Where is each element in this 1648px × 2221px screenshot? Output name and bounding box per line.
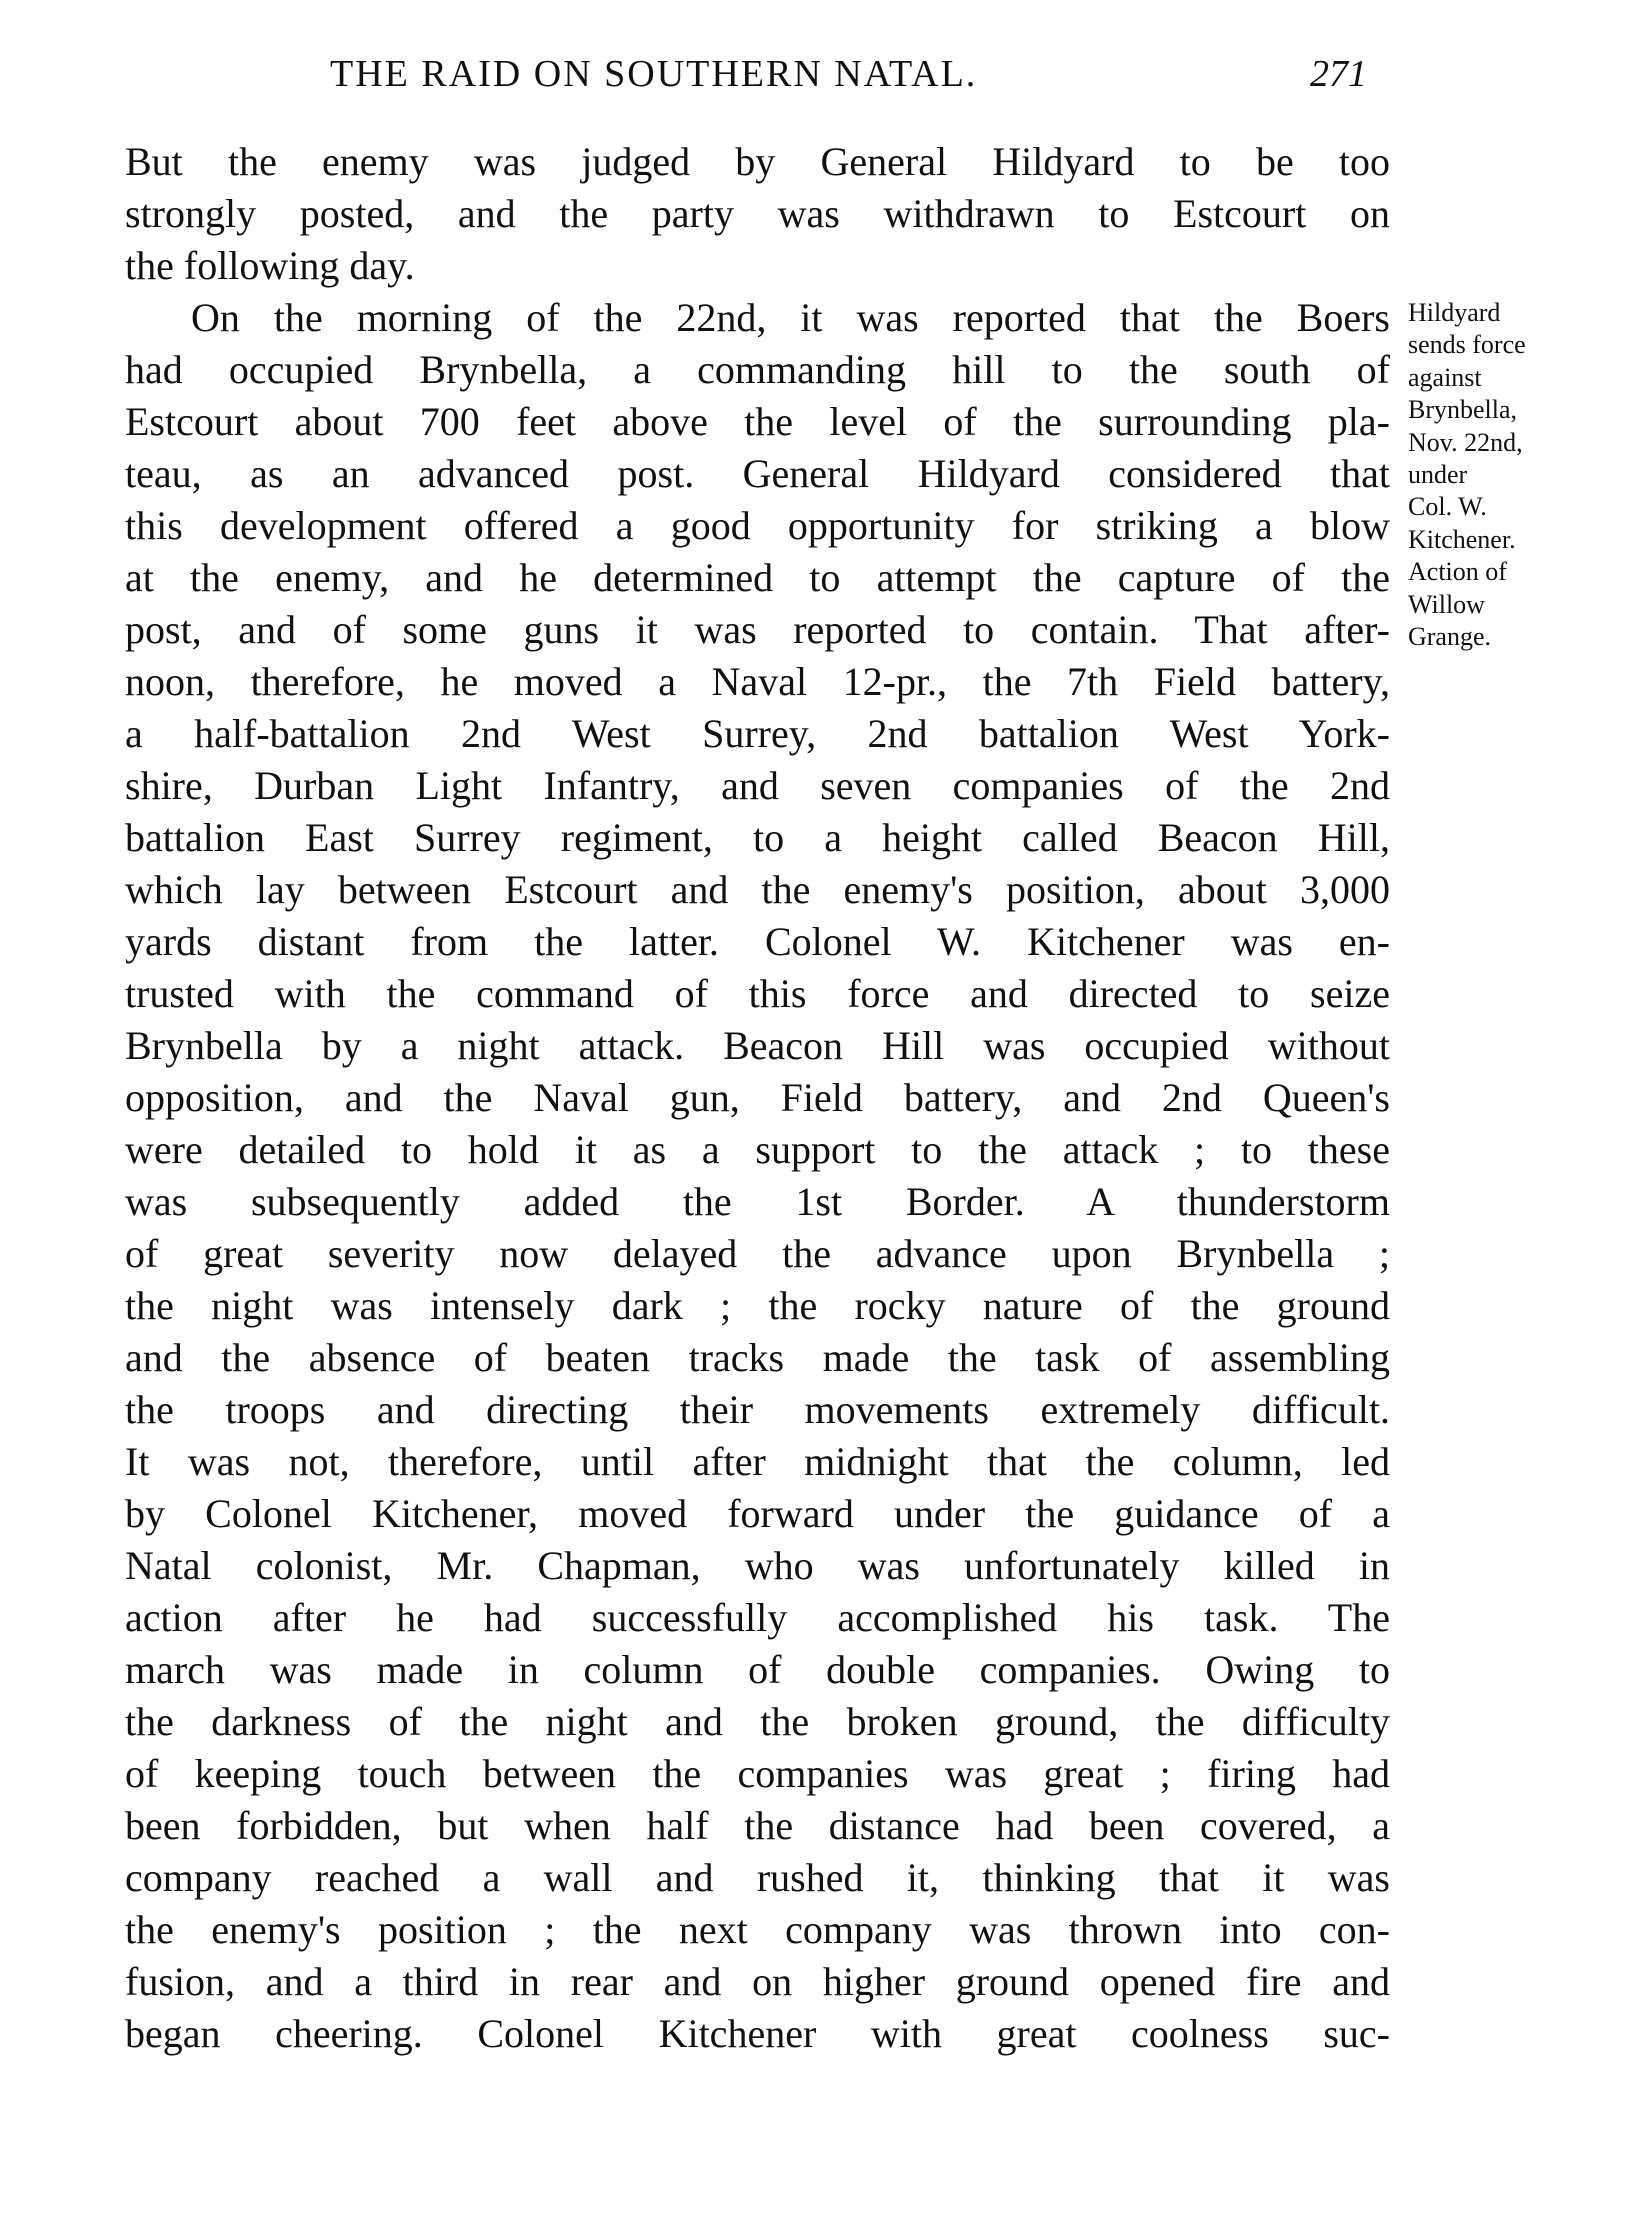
running-head: THE RAID ON SOUTHERN NATAL. (330, 53, 978, 95)
text-line: strongly posted, and the party was withdrawn to Estcourt on (125, 191, 1390, 236)
text-line: teau, as an advanced post. General Hildyard considered that (125, 451, 1390, 496)
text-line: noon, therefore, he moved a Naval 12-pr., the 7th Field battery, (125, 659, 1390, 704)
text-line: had occupied Brynbella, a commanding hill to the south of (125, 347, 1390, 392)
margin-note-line: against (1408, 362, 1482, 392)
margin-note-line: Willow (1408, 589, 1485, 619)
text-line: Brynbella by a night attack. Beacon Hill was occupied without (125, 1023, 1390, 1068)
text-line: by Colonel Kitchener, moved forward under the guidance of a (125, 1491, 1390, 1536)
text-line: It was not, therefore, until after midnight that the column, led (125, 1439, 1390, 1484)
text-line: shire, Durban Light Infantry, and seven companies of the 2nd (125, 763, 1390, 808)
text-line: post, and of some guns it was reported to contain. That after- (125, 607, 1390, 652)
text-line: Natal colonist, Mr. Chapman, who was unfortunately killed in (125, 1543, 1390, 1588)
margin-note-line: Hildyard (1408, 298, 1501, 327)
margin-note-line: Brynbella, (1408, 395, 1518, 425)
text-line: But the enemy was judged by General Hildyard to be too (125, 139, 1390, 184)
margin-note-line: Grange. (1408, 621, 1492, 651)
text-line: of great severity now delayed the advance upon Brynbella ; (125, 1231, 1390, 1276)
text-line: On the morning of the 22nd, it was reported that the Boers (191, 295, 1390, 340)
text-line: trusted with the command of this force and directed to seize (125, 971, 1390, 1016)
margin-note-line: Action of (1408, 557, 1507, 587)
text-line: was subsequently added the 1st Border. A thunderstorm (125, 1179, 1390, 1224)
margin-note-line: under (1408, 459, 1468, 489)
text-line: action after he had successfully accomplished his task. The (125, 1595, 1390, 1640)
text-line: the darkness of the night and the broken ground, the difficulty (125, 1699, 1390, 1744)
margin-note-line: Col. W. (1408, 492, 1487, 522)
margin-note-line: Nov. 22nd, (1408, 427, 1523, 457)
text-line: the following day. (125, 243, 415, 288)
text-line: this development offered a good opportunity for striking a blow (125, 503, 1390, 548)
text-line: the night was intensely dark ; the rocky nature of the ground (125, 1283, 1390, 1328)
text-line: of keeping touch between the companies was great ; firing had (125, 1751, 1390, 1796)
margin-note-line: sends force (1408, 330, 1526, 360)
text-line: battalion East Surrey regiment, to a height called Beacon Hill, (125, 815, 1390, 860)
text-line: and the absence of beaten tracks made the task of assembling (125, 1335, 1390, 1380)
text-line: which lay between Estcourt and the enemy's position, about 3,000 (125, 867, 1390, 912)
text-line: the troops and directing their movements extremely difficult. (125, 1387, 1390, 1432)
body-text (125, 136, 1390, 2060)
text-line: been forbidden, but when half the distance had been covered, a (125, 1803, 1390, 1848)
text-line: the enemy's position ; the next company was thrown into con- (125, 1907, 1390, 1952)
text-line: at the enemy, and he determined to attempt the capture of the (125, 555, 1390, 600)
page-number: 271 (1310, 53, 1367, 95)
text-line: began cheering. Colonel Kitchener with great coolness suc- (125, 2011, 1390, 2056)
text-line: were detailed to hold it as a support to the attack ; to these (125, 1127, 1390, 1172)
text-line: march was made in column of double companies. Owing to (125, 1647, 1390, 1692)
margin-note (1408, 297, 1648, 653)
text-line: fusion, and a third in rear and on higher ground opened fire and (125, 1959, 1390, 2004)
text-line: yards distant from the latter. Colonel W. Kitchener was en- (125, 919, 1390, 964)
text-line: opposition, and the Naval gun, Field battery, and 2nd Queen's (125, 1075, 1390, 1120)
margin-note-line: Kitchener. (1408, 524, 1516, 554)
text-line: a half-battalion 2nd West Surrey, 2nd battalion West York- (125, 711, 1390, 756)
text-line: company reached a wall and rushed it, thinking that it was (125, 1855, 1390, 1900)
text-line: Estcourt about 700 feet above the level of the surrounding pla- (125, 399, 1390, 444)
